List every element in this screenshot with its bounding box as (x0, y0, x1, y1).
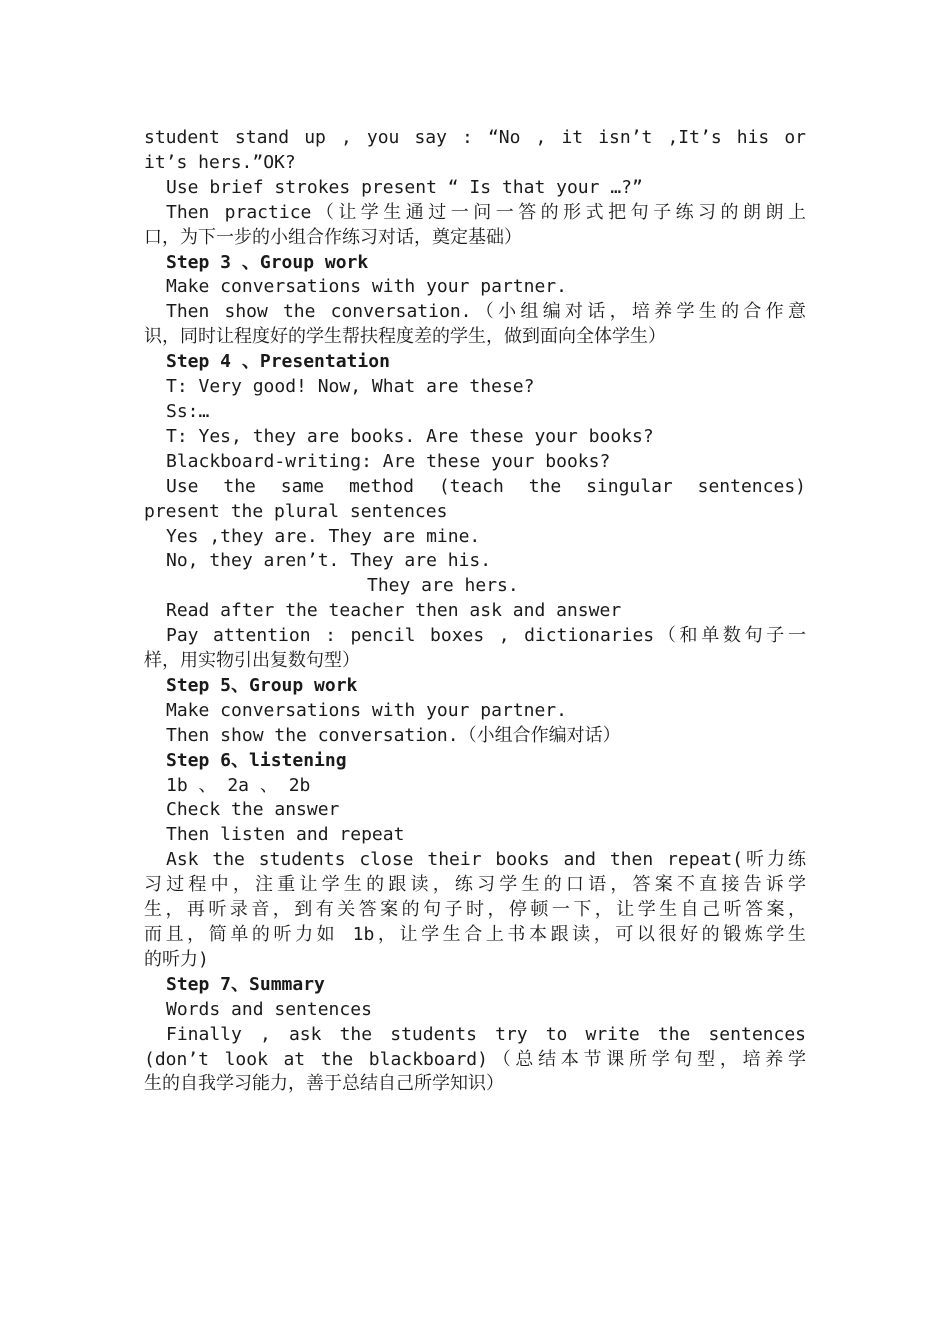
text-line: Use brief strokes present “ Is that your …?” (166, 176, 643, 198)
text-line: Then show the conversation.（小组编对话，培养学生的合作意 (166, 301, 806, 323)
text-line: (don’t look at the blackboard)（总结本节课所学句型，培养学 (144, 1048, 806, 1070)
step-5-heading: Step 5、Group work (166, 674, 358, 696)
text-line: Pay attention : pencil boxes , dictionaries（和单数句子一 (166, 625, 806, 647)
text-line: Then listen and repeat (166, 824, 405, 846)
text-line: Blackboard-writing: Are these your books? (166, 450, 611, 472)
text-line: Make conversations with your partner. (166, 699, 567, 721)
step-4-heading: Step 4 、Presentation (166, 351, 390, 373)
text-line: 习过程中，注重让学生的跟读，练习学生的口语，答案不直接告诉学 (144, 874, 806, 896)
step-6-heading: Step 6、listening (166, 749, 347, 771)
text-line: T: Yes, they are books. Are these your books? (166, 425, 654, 447)
text-line: 而且，简单的听力如 1b，让学生合上书本跟读，可以很好的锻炼学生 (144, 924, 806, 945)
text-line: 的听力) (144, 948, 209, 970)
text-line: Check the answer (166, 799, 340, 821)
text-line: Then show the conversation.（小组合作编对话） (166, 724, 621, 746)
text-line: No, they aren’t. They are his. (166, 550, 492, 572)
text-line: Read after the teacher then ask and answer (166, 600, 622, 622)
text-line: it’s hers.”OK? (144, 151, 296, 173)
text-line: Finally , ask the students try to write the sentences (166, 1023, 806, 1045)
text-line: 样，用实物引出复数句型） (144, 650, 360, 672)
text-line: 生，再听录音，到有关答案的句子时，停顿一下，让学生自己听答案， (144, 899, 806, 921)
text-line: Then practice（让学生通过一问一答的形式把句子练习的朗朗上 (166, 201, 806, 223)
text-line: Ss:… (166, 400, 210, 422)
text-line: Words and sentences (166, 998, 372, 1020)
text-line: 口，为下一步的小组合作练习对话，奠定基础） (144, 226, 522, 248)
text-line: 生的自我学习能力，善于总结自己所学知识） (144, 1073, 504, 1095)
step-3-heading: Step 3 、Group work (166, 251, 369, 273)
text-line: They are hers. (367, 575, 519, 597)
text-line: 识，同时让程度好的学生帮扶程度差的学生，做到面向全体学生） (144, 326, 666, 348)
text-line: Make conversations with your partner. (166, 276, 567, 298)
text-line: Yes ,they are. They are mine. (166, 525, 481, 547)
text-line: Use the same method (teach the singular sentences) (166, 475, 806, 497)
step-7-heading: Step 7、Summary (166, 973, 325, 995)
lesson-plan-body (144, 126, 806, 1097)
text-line: Ask the students close their books and then repeat(听力练 (166, 849, 806, 871)
text-line: 1b 、 2a 、 2b (166, 774, 311, 796)
text-line: present the plural sentences (144, 500, 448, 522)
text-line: student stand up , you say : “No , it isn’t ,It’s his or (144, 127, 806, 148)
text-line: T: Very good! Now, What are these? (166, 376, 535, 398)
